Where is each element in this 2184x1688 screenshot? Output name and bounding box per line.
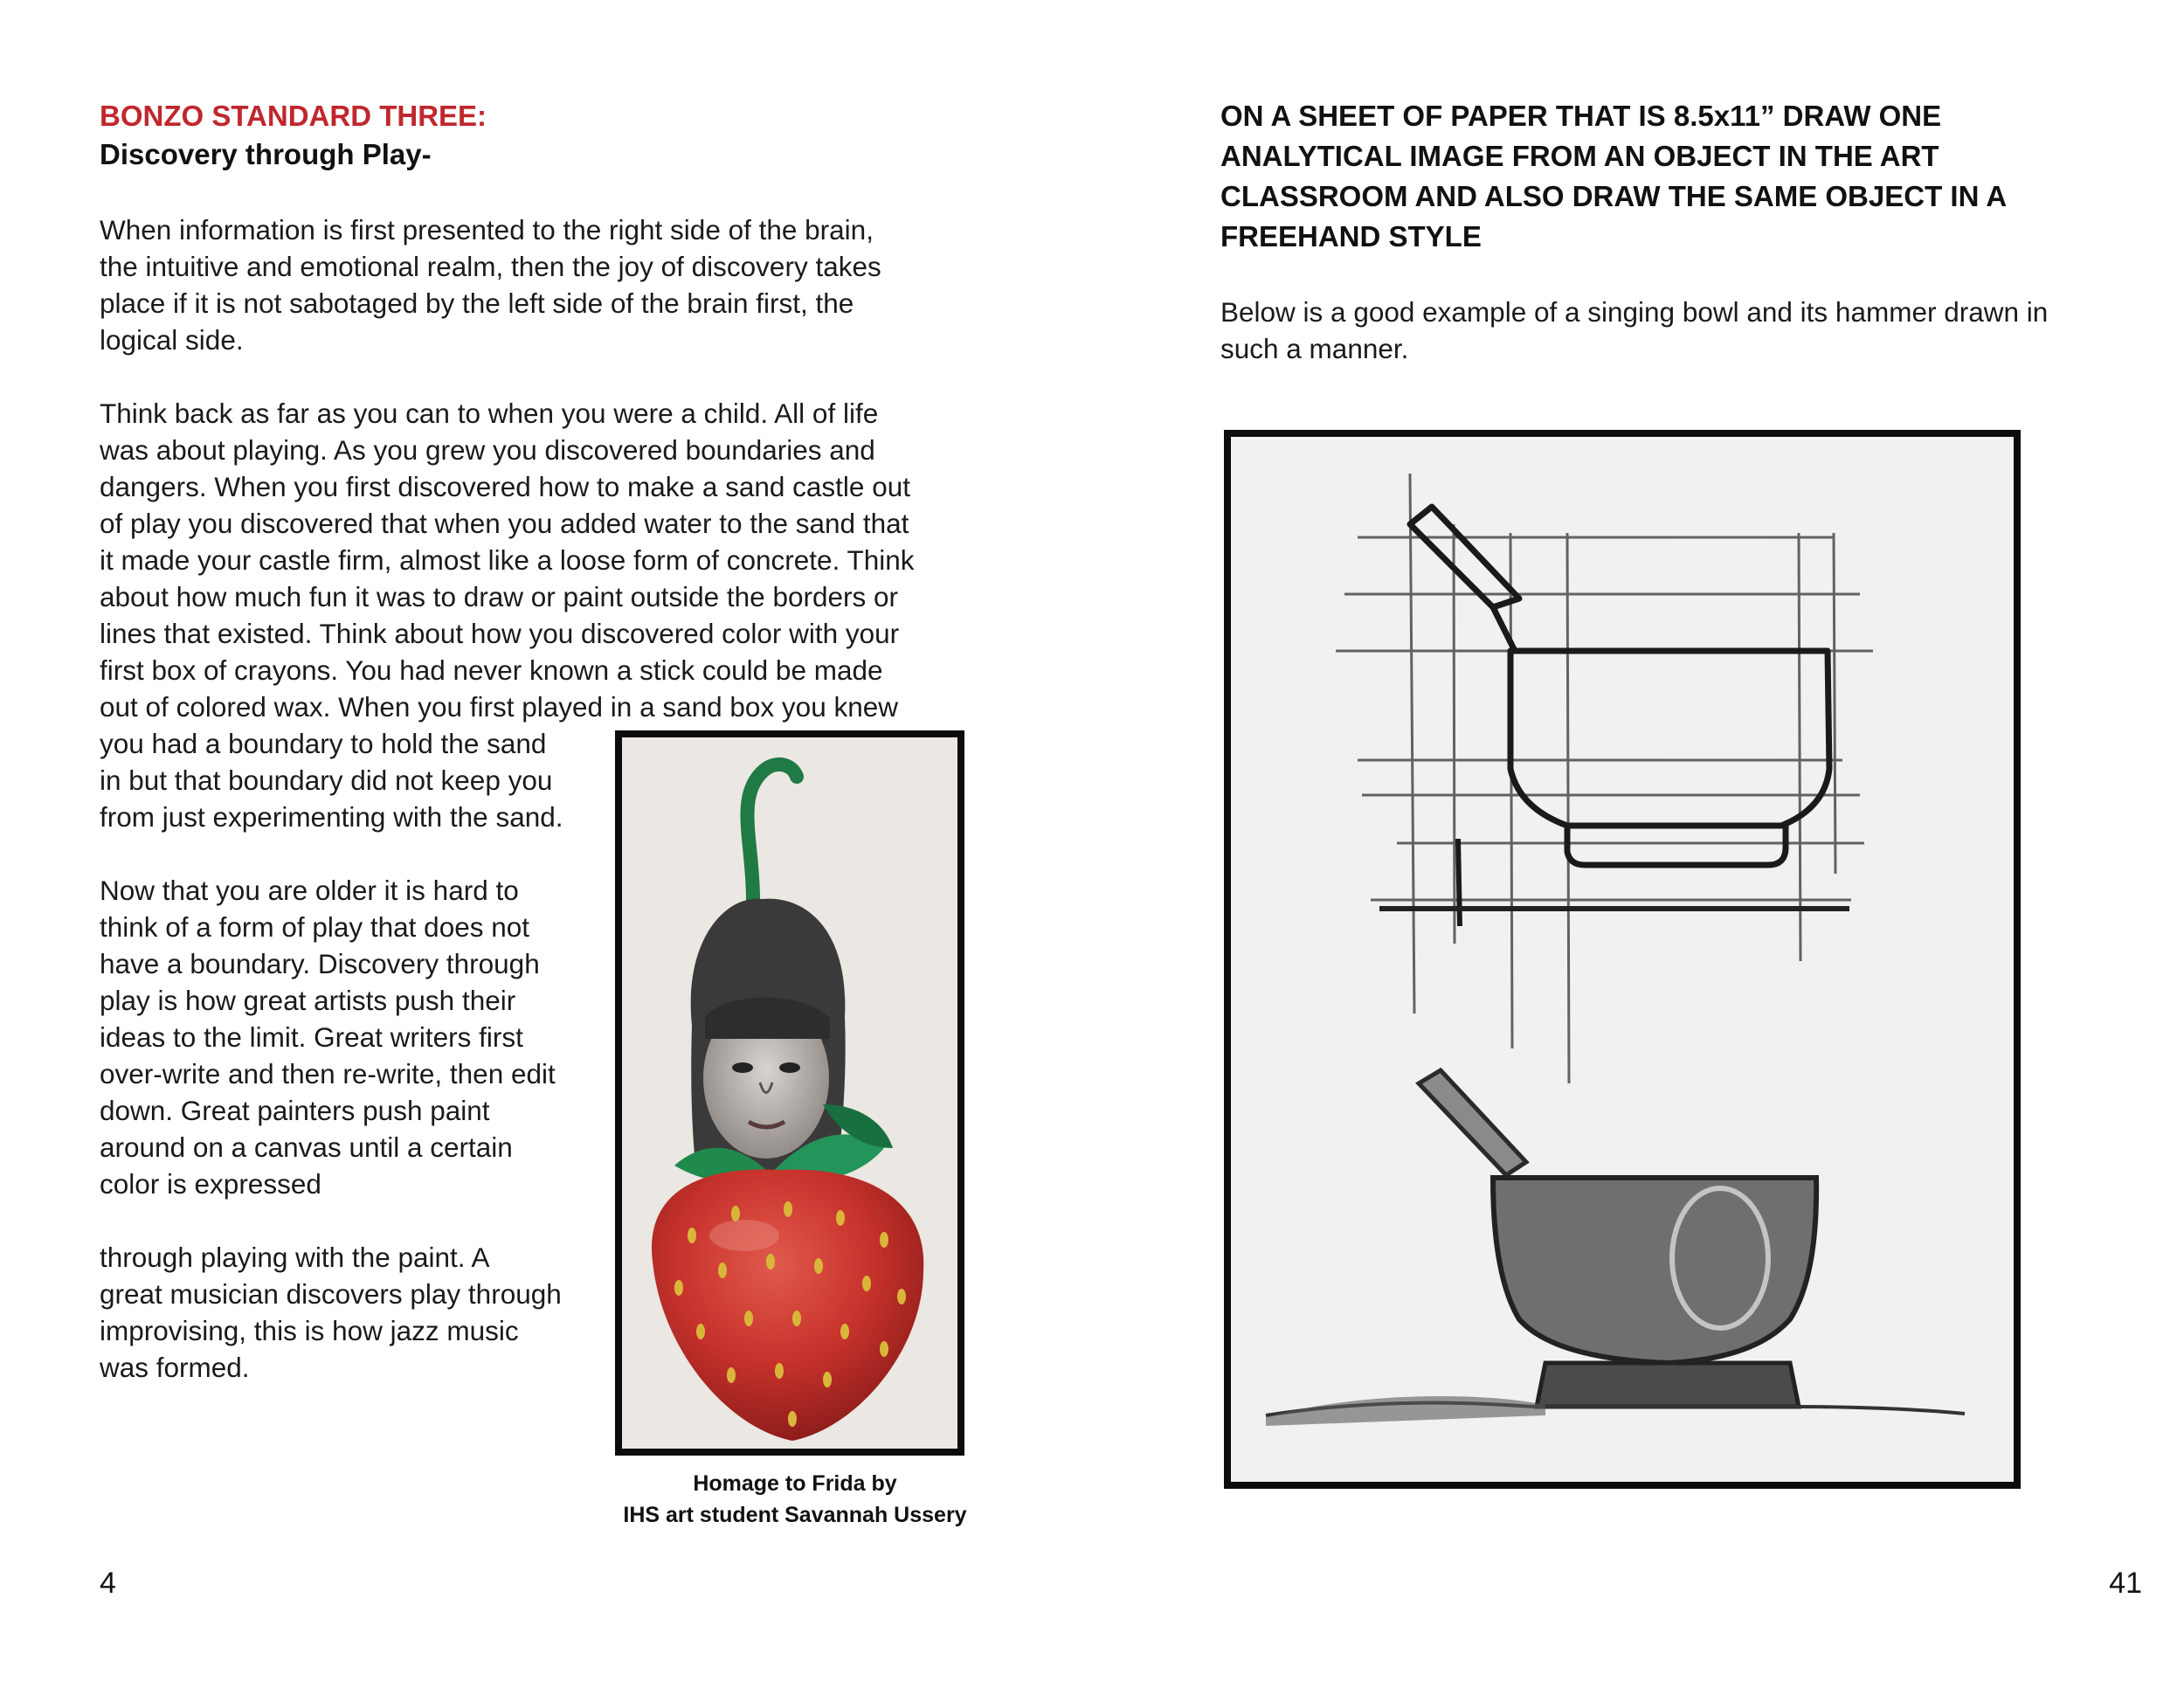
- text-line: it made your castle firm, almost like a loose form of concrete. Think: [100, 544, 915, 576]
- text-line: logical side.: [100, 324, 244, 356]
- text-line: the intuitive and emotional realm, then the joy of discovery takes: [100, 251, 881, 282]
- paragraph-2: [100, 395, 982, 725]
- text-line: first box of crayons. You had never known a stick could be made: [100, 654, 883, 686]
- text-line: Think back as far as you can to when you were a child. All of life: [100, 398, 879, 429]
- text-line: When information is first presented to the right side of the brain,: [100, 214, 874, 246]
- singing-bowl-sketch: [1231, 437, 2014, 1482]
- paragraph-1: [100, 211, 964, 358]
- text-line: such a manner.: [1220, 333, 1409, 364]
- text-line: was about playing. As you grew you discovered boundaries and: [100, 434, 875, 466]
- caption-line: Homage to Frida by: [693, 1471, 897, 1496]
- text-line: Below is a good example of a singing bowl and its hammer drawn in: [1220, 296, 2049, 328]
- page-number-right: 41: [2109, 1567, 2142, 1600]
- text-line: play is how great artists push their: [100, 985, 516, 1016]
- text-line: of play you discovered that when you added water to the sand that: [100, 508, 909, 539]
- text-line: from just experimenting with the sand.: [100, 801, 563, 833]
- text-line: great musician discovers play through: [100, 1278, 562, 1310]
- text-line: over-write and then re-write, then edit: [100, 1058, 556, 1090]
- text-line: think of a form of play that does not: [100, 911, 530, 943]
- paragraph-2-continued: [100, 725, 606, 835]
- strawberry-artwork: [615, 730, 964, 1456]
- text-line: have a boundary. Discovery through: [100, 948, 540, 979]
- singing-bowl-drawing: [1224, 430, 2021, 1489]
- assignment-heading: [1220, 96, 2094, 257]
- text-line: about how much fun it was to draw or paint outside the borders or: [100, 581, 899, 612]
- text-line: place if it is not sabotaged by the left side of the brain first, the: [100, 287, 854, 319]
- text-line: in but that boundary did not keep you: [100, 764, 553, 796]
- text-line: down. Great painters push paint: [100, 1095, 490, 1126]
- text-line: dangers. When you first discovered how to make a sand castle out: [100, 471, 910, 502]
- text-line: was formed.: [100, 1352, 250, 1383]
- heading-line: CLASSROOM AND ALSO DRAW THE SAME OBJECT IN A: [1220, 180, 2008, 212]
- text-line: through playing with the paint. A: [100, 1242, 490, 1273]
- section-heading: BONZO STANDARD THREE:: [100, 100, 487, 132]
- right-page: [1092, 0, 2184, 1688]
- text-line: lines that existed. Think about how you discovered color with your: [100, 618, 900, 649]
- heading-line: ON A SHEET OF PAPER THAT IS 8.5x11” DRAW ONE: [1220, 100, 1942, 132]
- text-line: out of colored wax. When you first played in a sand box you knew: [100, 691, 899, 723]
- artwork-caption: [594, 1468, 996, 1531]
- caption-line: IHS art student Savannah Ussery: [623, 1503, 967, 1527]
- page-number-left: 4: [100, 1567, 116, 1600]
- section-subheading: Discovery through Play-: [100, 138, 432, 170]
- text-line: Now that you are older it is hard to: [100, 875, 519, 906]
- text-line: ideas to the limit. Great writers first: [100, 1021, 523, 1053]
- text-line: around on a canvas until a certain: [100, 1131, 513, 1163]
- text-line: improvising, this is how jazz music: [100, 1315, 519, 1346]
- heading-line: FREEHAND STYLE: [1220, 220, 1482, 253]
- text-line: you had a boundary to hold the sand: [100, 728, 547, 759]
- strawberry-girl-illustration: [622, 737, 957, 1449]
- paragraph-3: [100, 872, 589, 1202]
- assignment-description: [1220, 294, 2129, 367]
- heading-line: ANALYTICAL IMAGE FROM AN OBJECT IN THE ART: [1220, 140, 1939, 172]
- paragraph-4: [100, 1239, 589, 1386]
- text-line: color is expressed: [100, 1168, 321, 1200]
